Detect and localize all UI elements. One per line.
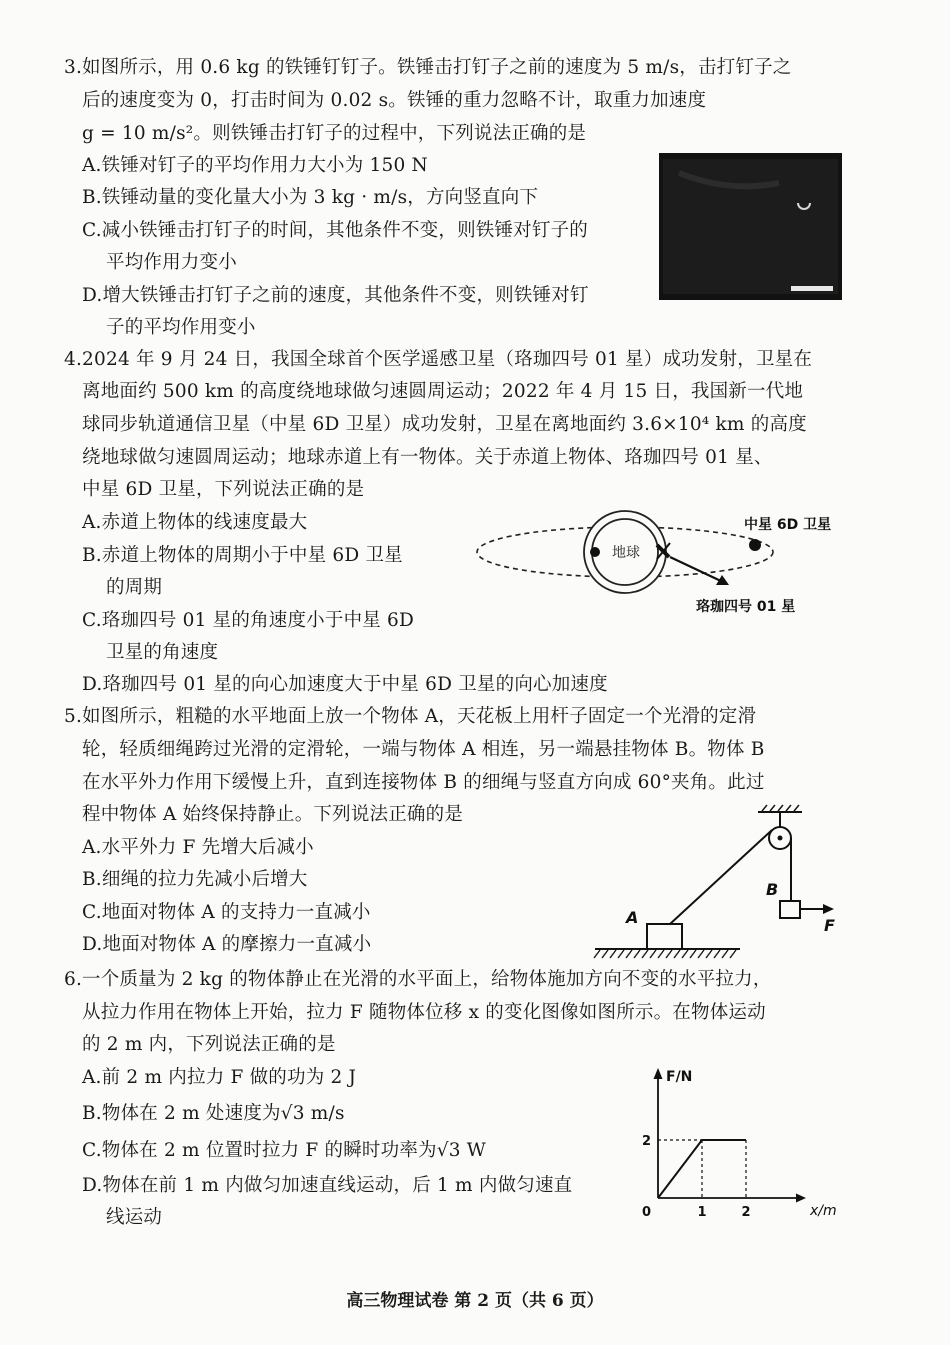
q4-stem-line-4: 绕地球做匀速圆周运动；地球赤道上有一物体。关于赤道上物体、珞珈四号 01 星、 — [82, 447, 773, 468]
q5-option-c: C.地面对物体 A 的支持力一直减小 — [82, 902, 371, 923]
q4-option-c-line-1: C.珞珈四号 01 星的角速度小于中星 6D — [82, 610, 415, 631]
q3-option-d-line-1: D.增大铁锤击打钉子之前的速度，其他条件不变，则铁锤对钉 — [82, 285, 589, 306]
label-b: B — [766, 880, 779, 899]
block-a — [647, 924, 682, 949]
page-footer: 高三物理试卷 第 2 页（共 6 页） — [346, 1291, 604, 1311]
hammer-nail-photo — [659, 153, 842, 300]
ground-hatch — [594, 950, 736, 958]
label-a: A — [626, 908, 639, 927]
q4-stem-line-3: 球同步轨道通信卫星（中星 6D 卫星）成功发射，卫星在离地面约 3.6×10⁴ km 的高度 — [82, 414, 807, 435]
force-f-arrowhead — [823, 904, 834, 914]
leo-pointer-line — [670, 557, 723, 582]
x-tick-1: 1 — [697, 1205, 707, 1220]
q6-option-a: A.前 2 m 内拉力 F 做的功为 2 J — [82, 1067, 357, 1088]
q4-option-d: D.珞珈四号 01 星的向心加速度大于中星 6D 卫星的向心加速度 — [82, 674, 608, 695]
q3-stem-line-1: 3.如图所示，用 0.6 kg 的铁锤钉钉子。铁锤击打钉子之前的速度为 5 m/s，击打钉子之 — [64, 57, 792, 78]
ceiling-hatch — [762, 805, 799, 811]
earth-label: 地球 — [612, 545, 640, 561]
q4-option-a: A.赤道上物体的线速度最大 — [82, 512, 308, 533]
x-axis-label: x/m — [810, 1203, 837, 1219]
q3-option-c-line-2: 平均作用力变小 — [106, 252, 237, 273]
q4-option-b-line-1: B.赤道上物体的周期小于中星 6D 卫星 — [82, 545, 403, 566]
origin-label: 0 — [642, 1205, 652, 1220]
q3-option-d-line-2: 子的平均作用变小 — [106, 317, 256, 338]
q6-stem-line-3: 的 2 m 内，下列说法正确的是 — [82, 1034, 336, 1055]
label-f: F — [824, 916, 835, 935]
q3-option-c-line-1: C.减小铁锤击打钉子的时间，其他条件不变，则铁锤对钉子的 — [82, 220, 588, 241]
block-b — [780, 901, 800, 918]
geo-satellite-dot — [749, 539, 761, 551]
q6-stem-line-1: 6.一个质量为 2 kg 的物体静止在光滑的水平面上，给物体施加方向不变的水平拉力， — [64, 969, 772, 990]
geo-satellite-label: 中星 6D 卫星 — [744, 517, 832, 533]
force-displacement-graph — [630, 1058, 850, 1228]
q3-option-b: B.铁锤动量的变化量大小为 3 kg · m/s，方向竖直向下 — [82, 187, 539, 208]
q4-option-c-line-2: 卫星的角速度 — [106, 642, 219, 663]
y-axis-arrow — [654, 1068, 663, 1079]
q5-stem-line-3: 在水平外力作用下缓慢上升，直到连接物体 B 的细绳与竖直方向成 60°夹角。此过 — [82, 772, 765, 793]
x-axis-arrow — [796, 1194, 806, 1203]
q4-stem-line-2: 离地面约 500 km 的高度绕地球做匀速圆周运动；2022 年 4 月 15 日，我国新一代地 — [82, 381, 804, 402]
orbit-diagram — [470, 505, 850, 620]
q4-option-b-line-2: 的周期 — [106, 577, 163, 598]
q3-stem-line-3: g = 10 m/s²。则铁锤击打钉子的过程中，下列说法正确的是 — [82, 123, 587, 144]
q6-option-d-line-2: 线运动 — [106, 1207, 163, 1228]
q5-option-d: D.地面对物体 A 的摩擦力一直减小 — [82, 934, 372, 955]
q5-stem-line-4: 程中物体 A 始终保持静止。下列说法正确的是 — [82, 804, 464, 825]
q6-option-b: B.物体在 2 m 处速度为√3 m/s — [82, 1103, 345, 1124]
q6-option-c: C.物体在 2 m 位置时拉力 F 的瞬时功率为√3 W — [82, 1140, 486, 1161]
q6-stem-line-2: 从拉力作用在物体上开始，拉力 F 随物体位移 x 的变化图像如图所示。在物体运动 — [82, 1002, 766, 1023]
q5-stem-line-2: 轮，轻质细绳跨过光滑的定滑轮，一端与物体 A 相连，另一端悬挂物体 B。物体 B — [82, 739, 765, 760]
q5-option-b: B.细绳的拉力先减小后增大 — [82, 869, 308, 890]
pulley-axle — [778, 836, 783, 841]
x-tick-2: 2 — [741, 1205, 751, 1220]
q4-stem-line-5: 中星 6D 卫星，下列说法正确的是 — [82, 479, 365, 500]
y-tick-2: 2 — [642, 1134, 652, 1149]
q5-option-a: A.水平外力 F 先增大后减小 — [82, 837, 314, 858]
q3-option-a: A.铁锤对钉子的平均作用力大小为 150 N — [82, 155, 428, 176]
q4-stem-line-1: 4.2024 年 9 月 24 日，我国全球首个医学遥感卫星（珞珈四号 01 星）成功发射，卫星在 — [64, 349, 813, 370]
leo-satellite-label: 珞珈四号 01 星 — [696, 599, 796, 615]
y-axis-label: F/N — [666, 1069, 693, 1085]
q3-stem-line-2: 后的速度变为 0，打击时间为 0.02 s。铁锤的重力忽略不计，取重力加速度 — [82, 90, 707, 111]
q5-stem-line-1: 5.如图所示，粗糙的水平地面上放一个物体 A，天花板上用杆子固定一个光滑的定滑 — [64, 706, 757, 727]
equator-object-dot — [590, 547, 600, 557]
rope-to-a — [670, 830, 772, 924]
pulley-diagram — [590, 803, 850, 963]
q6-option-d-line-1: D.物体在前 1 m 内做匀加速直线运动，后 1 m 内做匀速直 — [82, 1175, 573, 1196]
